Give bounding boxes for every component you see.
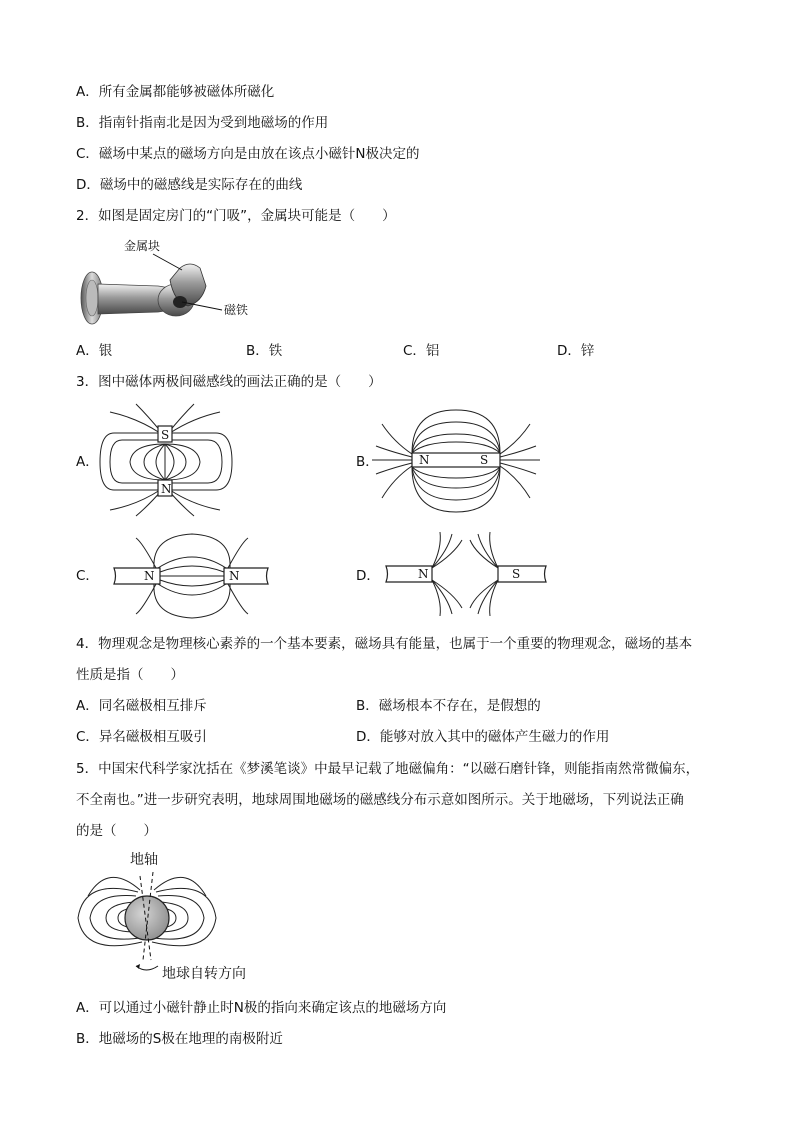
q2-option-b: B．铁 <box>246 343 283 359</box>
q3-option-c-letter: C． <box>76 568 99 584</box>
q4-option-c: C．异名磁极相互吸引 <box>76 729 207 745</box>
q5-stem-line1: 5．中国宋代科学家沈括在《梦溪笔谈》中最早记载了地磁偏角：“以磁石磨针锋，则能指南然常微偏东， <box>76 761 700 777</box>
magnet-label: 磁铁 <box>224 303 249 317</box>
q3-b-pole-left: N <box>419 453 430 467</box>
earth-axis-label: 地轴 <box>130 852 158 868</box>
q3-stem: 3．图中磁体两极间磁感线的画法正确的是（ ） <box>76 374 382 390</box>
q3-figure-a <box>92 400 242 520</box>
q4-option-a: A．同名磁极相互排斥 <box>76 698 207 714</box>
metal-block-label: 金属块 <box>124 239 161 253</box>
prev-option-b: B．指南针指南北是因为受到地磁场的作用 <box>76 115 329 131</box>
q3-b-pole-right: S <box>480 453 489 467</box>
q3-option-d-letter: D． <box>356 568 380 584</box>
q3-figure-b <box>372 402 540 520</box>
q3-c-pole-left: N <box>144 569 155 583</box>
q3-figure-d <box>384 528 548 620</box>
q5-option-a: A．可以通过小磁针静止时N极的指向来确定该点的地磁场方向 <box>76 1000 447 1016</box>
q4-option-d: D．能够对放入其中的磁体产生磁力的作用 <box>356 729 610 745</box>
q3-a-pole-bottom: N <box>161 482 172 496</box>
q2-option-c: C．铝 <box>403 343 440 359</box>
prev-option-c: C．磁场中某点的磁场方向是由放在该点小磁针N极决定的 <box>76 146 420 162</box>
q3-a-pole-top: S <box>161 428 170 442</box>
q5-stem-line2: 不全南也。”进一步研究表明，地球周围地磁场的磁感线分布示意如图所示。关于地磁场，下列说法正确 <box>76 792 684 808</box>
earth-rotation-label: 地球自转方向 <box>162 966 246 982</box>
prev-option-d: D．磁场中的磁感线是实际存在的曲线 <box>76 177 303 193</box>
door-stop-figure <box>76 236 266 328</box>
q4-stem-line1: 4．物理观念是物理核心素养的一个基本要素，磁场具有能量，也属于一个重要的物理观念，磁场的基本 <box>76 636 693 652</box>
q4-stem-line2: 性质是指（ ） <box>76 667 184 683</box>
prev-option-a: A．所有金属都能够被磁体所磁化 <box>76 84 275 100</box>
q2-option-d: D．锌 <box>557 343 595 359</box>
q3-c-pole-right: N <box>229 569 240 583</box>
q4-option-b: B．磁场根本不存在，是假想的 <box>356 698 541 714</box>
q5-stem-line3: 的是（ ） <box>76 823 157 839</box>
q3-d-pole-left: N <box>418 567 429 581</box>
q3-d-pole-right: S <box>512 567 521 581</box>
q3-option-a-letter: A． <box>76 454 99 470</box>
q2-option-a: A．银 <box>76 343 113 359</box>
q3-figure-c <box>112 530 270 622</box>
q3-option-b-letter: B． <box>356 454 379 470</box>
q2-stem: 2．如图是固定房门的“门吸”，金属块可能是（ ） <box>76 208 396 224</box>
earth-magnetic-field-figure <box>74 848 280 984</box>
q5-option-b: B．地磁场的S极在地理的南极附近 <box>76 1031 283 1047</box>
